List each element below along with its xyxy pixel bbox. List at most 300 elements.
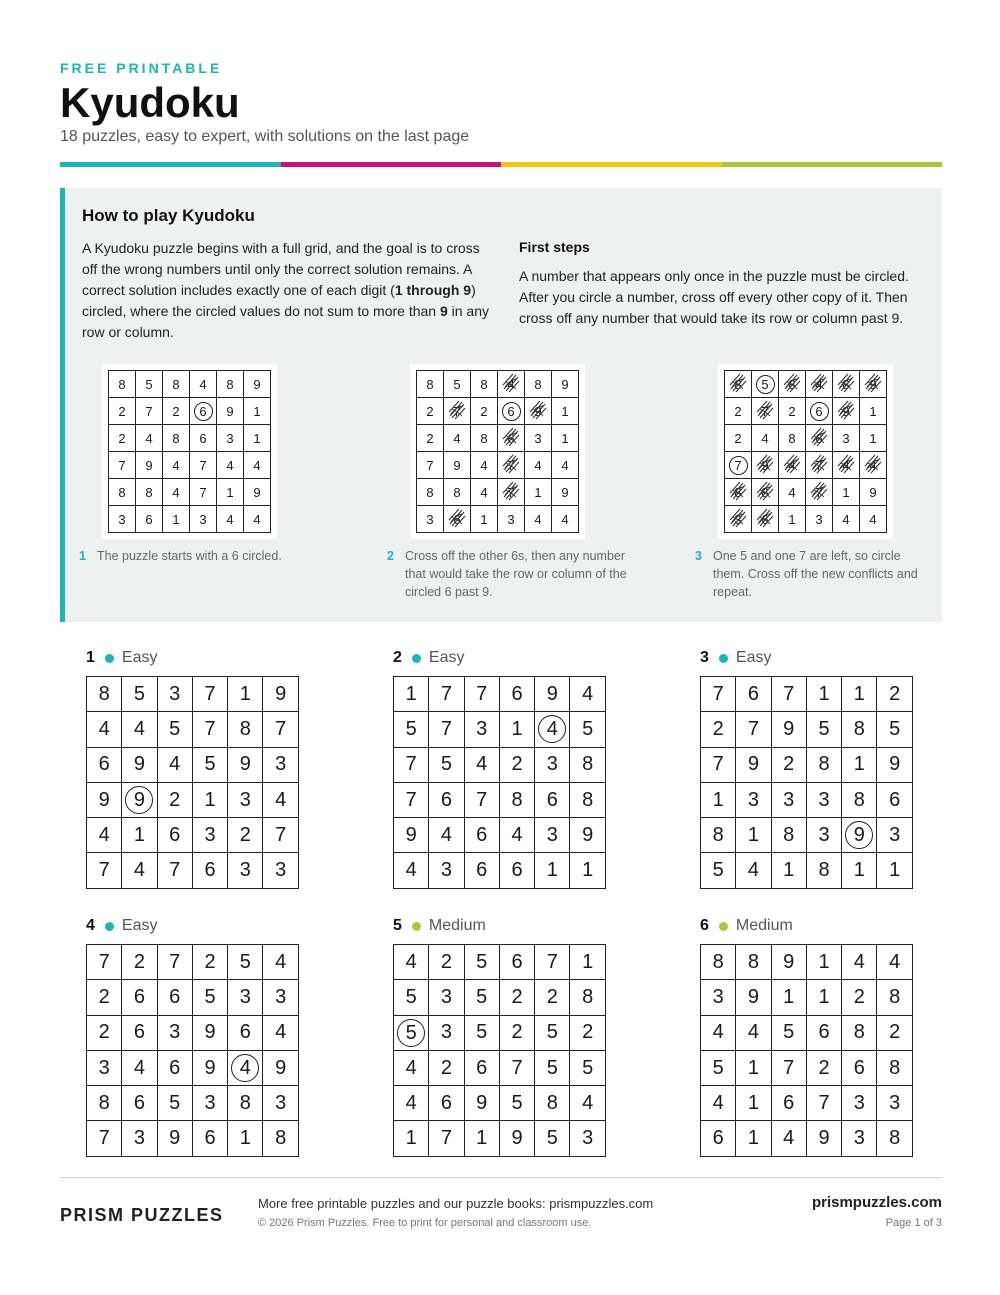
puzzle-cell[interactable]: 8 [570, 980, 605, 1015]
puzzle-cell[interactable]: 8 [228, 1086, 263, 1121]
puzzle-cell[interactable]: 3 [464, 712, 499, 747]
puzzle-cell[interactable]: 1 [842, 853, 877, 888]
puzzle-cell[interactable]: 6 [429, 782, 464, 817]
puzzle-cell[interactable]: 4 [701, 1086, 736, 1121]
puzzle-cell[interactable]: 6 [122, 1086, 157, 1121]
puzzle-cell[interactable]: 4 [877, 945, 912, 980]
puzzle-cell[interactable]: 6 [157, 980, 192, 1015]
puzzle-cell[interactable]: 4 [736, 853, 771, 888]
puzzle-cell[interactable]: 6 [122, 980, 157, 1015]
puzzle-cell[interactable]: 8 [842, 712, 877, 747]
puzzle-cell[interactable]: 1 [736, 1121, 771, 1156]
example-cell: 4 [471, 452, 498, 479]
puzzle-cell[interactable]: 9 [87, 782, 122, 817]
puzzle-header [86, 916, 300, 936]
puzzle-cell[interactable]: 3 [806, 818, 841, 853]
puzzle-cell[interactable]: 6 [228, 1015, 263, 1050]
puzzle-grid [393, 676, 606, 889]
puzzle-cell[interactable]: 2 [877, 1015, 912, 1050]
puzzle-cell[interactable]: 2 [429, 945, 464, 980]
puzzle-cell[interactable]: 8 [701, 945, 736, 980]
puzzle-cell[interactable]: 8 [701, 818, 736, 853]
puzzle-cell[interactable]: 7 [263, 712, 298, 747]
intro-bold-1: 1 through 9 [394, 282, 472, 298]
puzzle-cell[interactable]: 1 [736, 818, 771, 853]
puzzle-cell[interactable]: 1 [736, 1086, 771, 1121]
brand-logo: PRISM PUZZLES [60, 1205, 224, 1225]
puzzle-cell[interactable]: 7 [192, 677, 227, 712]
puzzle-cell[interactable]: 5 [806, 712, 841, 747]
puzzle-cell[interactable]: 2 [499, 980, 534, 1015]
puzzle-cell[interactable]: 8 [736, 945, 771, 980]
puzzle-cell[interactable]: 6 [806, 1015, 841, 1050]
puzzle-cell[interactable]: 9 [570, 818, 605, 853]
puzzle-cell[interactable]: 3 [263, 853, 298, 888]
puzzle-cell[interactable]: 9 [157, 1121, 192, 1156]
example-cell [833, 398, 860, 425]
puzzle-cell[interactable]: 1 [535, 853, 570, 888]
puzzle-cell[interactable]: 7 [87, 853, 122, 888]
color-rule [60, 162, 942, 167]
puzzle-cell[interactable]: 3 [570, 1121, 605, 1156]
puzzle-cell[interactable]: 4 [263, 1015, 298, 1050]
example-cell [498, 479, 525, 506]
puzzle-cell[interactable]: 2 [806, 1050, 841, 1085]
example-cell [752, 371, 779, 398]
example-cell: 1 [860, 398, 887, 425]
page-subtitle: 18 puzzles, easy to expert, with solutions on the last page [60, 128, 470, 145]
puzzle-cell[interactable]: 5 [394, 980, 429, 1015]
crossed-number: 4 [507, 377, 514, 392]
puzzle-cell[interactable]: 4 [394, 1086, 429, 1121]
example-cell: 4 [190, 371, 217, 398]
puzzle-cell[interactable]: 5 [429, 747, 464, 782]
puzzle-cell[interactable]: 3 [535, 818, 570, 853]
puzzle-cell[interactable]: 3 [263, 747, 298, 782]
puzzle-cell[interactable]: 1 [122, 818, 157, 853]
puzzle-cell[interactable]: 7 [736, 712, 771, 747]
puzzle-cell[interactable]: 3 [228, 980, 263, 1015]
puzzle-cell[interactable]: 9 [122, 747, 157, 782]
puzzle-cell[interactable]: 3 [429, 1015, 464, 1050]
puzzle-cell[interactable]: 8 [877, 1121, 912, 1156]
puzzle-cell[interactable]: 6 [771, 1086, 806, 1121]
puzzle-cell[interactable]: 6 [157, 818, 192, 853]
puzzle-cell[interactable]: 7 [394, 747, 429, 782]
example-cell: 8 [136, 479, 163, 506]
puzzle-cell[interactable]: 7 [701, 747, 736, 782]
puzzle-cell[interactable]: 5 [701, 1050, 736, 1085]
puzzle-cell[interactable]: 5 [570, 712, 605, 747]
puzzle-cell[interactable]: 9 [263, 1050, 298, 1085]
puzzle-cell[interactable]: 5 [535, 1050, 570, 1085]
puzzle-cell[interactable]: 1 [394, 677, 429, 712]
puzzle-number: 5 [393, 917, 402, 934]
puzzle-cell[interactable]: 4 [771, 1121, 806, 1156]
puzzle-3 [700, 648, 914, 889]
example-cell: 3 [217, 425, 244, 452]
example-cell: 9 [552, 479, 579, 506]
example-cell: 7 [417, 452, 444, 479]
puzzle-cell[interactable]: 9 [771, 712, 806, 747]
kicker: FREE PRINTABLE [60, 60, 223, 76]
example-cell: 2 [725, 398, 752, 425]
puzzle-cell[interactable]: 6 [499, 945, 534, 980]
puzzle-cell[interactable]: 3 [535, 747, 570, 782]
puzzle-cell[interactable]: 4 [394, 853, 429, 888]
puzzle-number: 4 [86, 917, 95, 934]
puzzle-cell[interactable]: 7 [429, 1121, 464, 1156]
example-cell: 9 [860, 479, 887, 506]
puzzle-cell[interactable]: 4 [87, 712, 122, 747]
puzzle-cell[interactable]: 3 [263, 980, 298, 1015]
puzzle-cell[interactable]: 5 [535, 1015, 570, 1050]
puzzle-cell[interactable]: 1 [736, 1050, 771, 1085]
puzzle-cell[interactable] [842, 818, 877, 853]
example-cell: 3 [525, 425, 552, 452]
puzzle-cell[interactable]: 1 [499, 712, 534, 747]
puzzle-cell[interactable]: 9 [877, 747, 912, 782]
footer-promo: More free printable puzzles and our puzzle books: prismpuzzles.com [258, 1196, 654, 1211]
crossed-number: 6 [507, 431, 514, 446]
puzzle-cell[interactable]: 8 [771, 818, 806, 853]
crossed-number: 7 [815, 485, 822, 500]
puzzle-cell[interactable]: 8 [842, 1015, 877, 1050]
example-cell: 4 [752, 425, 779, 452]
footer-copyright: © 2026 Prism Puzzles. Free to print for personal and classroom use. [258, 1217, 592, 1229]
step-text: The puzzle starts with a 6 circled. [97, 549, 282, 563]
puzzle-cell[interactable]: 2 [701, 712, 736, 747]
crossed-number: 6 [815, 431, 822, 446]
example-cell: 8 [417, 479, 444, 506]
example-cell [806, 425, 833, 452]
puzzle-cell[interactable]: 3 [771, 782, 806, 817]
puzzle-cell[interactable]: 2 [877, 677, 912, 712]
puzzle-cell[interactable]: 1 [394, 1121, 429, 1156]
puzzle-cell[interactable]: 4 [499, 818, 534, 853]
crossed-number: 4 [815, 377, 822, 392]
puzzle-cell[interactable]: 4 [122, 712, 157, 747]
example-cell [752, 506, 779, 533]
puzzle-cell[interactable]: 3 [263, 1086, 298, 1121]
example-cell: 2 [417, 398, 444, 425]
example-cell [725, 371, 752, 398]
puzzle-cell[interactable]: 6 [192, 853, 227, 888]
puzzle-cell[interactable]: 2 [535, 980, 570, 1015]
puzzle-cell[interactable]: 4 [570, 1086, 605, 1121]
puzzle-cell[interactable]: 7 [535, 945, 570, 980]
puzzle-cell[interactable]: 1 [464, 1121, 499, 1156]
puzzle-cell[interactable]: 8 [877, 980, 912, 1015]
example-cell: 4 [163, 452, 190, 479]
puzzle-cell[interactable]: 9 [771, 945, 806, 980]
puzzle-cell[interactable]: 6 [464, 1050, 499, 1085]
puzzle-cell[interactable]: 6 [701, 1121, 736, 1156]
footer-site-link[interactable]: prismpuzzles.com [811, 1194, 942, 1211]
puzzle-cell[interactable]: 3 [429, 980, 464, 1015]
example-cell: 8 [417, 371, 444, 398]
example-cell: 8 [525, 371, 552, 398]
puzzle-cell[interactable]: 1 [228, 677, 263, 712]
difficulty-dot-icon [719, 654, 728, 663]
puzzle-cell[interactable]: 1 [570, 945, 605, 980]
puzzle-cell[interactable]: 5 [570, 1050, 605, 1085]
puzzle-number: 3 [700, 649, 709, 666]
puzzle-cell[interactable]: 7 [157, 945, 192, 980]
puzzle-cell[interactable]: 8 [499, 782, 534, 817]
puzzle-cell[interactable]: 2 [228, 818, 263, 853]
puzzle-cell[interactable]: 1 [570, 853, 605, 888]
puzzle-cell[interactable]: 5 [499, 1086, 534, 1121]
puzzle-cell[interactable]: 4 [157, 747, 192, 782]
example-cell: 4 [779, 479, 806, 506]
puzzle-cell[interactable]: 7 [771, 677, 806, 712]
example-cell [498, 398, 525, 425]
puzzle-cell[interactable]: 7 [464, 677, 499, 712]
puzzle-cell[interactable]: 4 [263, 782, 298, 817]
puzzle-cell[interactable]: 6 [499, 853, 534, 888]
puzzle-cell[interactable]: 4 [122, 853, 157, 888]
puzzle-cell[interactable]: 4 [87, 818, 122, 853]
puzzle-5 [393, 916, 607, 1157]
puzzle-cell[interactable]: 1 [771, 853, 806, 888]
puzzle-cell[interactable]: 2 [429, 1050, 464, 1085]
example-caption-1 [79, 547, 319, 565]
puzzle-cell[interactable]: 4 [429, 818, 464, 853]
puzzle-cell[interactable]: 2 [122, 945, 157, 980]
example-grid-2 [410, 364, 585, 539]
puzzle-cell[interactable]: 2 [87, 1015, 122, 1050]
puzzle-cell[interactable]: 3 [157, 677, 192, 712]
puzzle-cell[interactable]: 9 [228, 747, 263, 782]
puzzle-cell[interactable]: 5 [228, 945, 263, 980]
puzzle-cell[interactable]: 3 [192, 1086, 227, 1121]
puzzle-cell[interactable]: 3 [157, 1015, 192, 1050]
puzzle-cell[interactable] [122, 782, 157, 817]
puzzle-cell[interactable]: 4 [570, 677, 605, 712]
puzzle-cell[interactable]: 8 [87, 1086, 122, 1121]
puzzle-cell[interactable]: 9 [263, 677, 298, 712]
puzzle-cell[interactable]: 2 [771, 747, 806, 782]
puzzle-cell[interactable]: 5 [157, 1086, 192, 1121]
example-cell: 9 [552, 371, 579, 398]
puzzle-cell[interactable]: 3 [228, 853, 263, 888]
difficulty-label: Easy [735, 649, 772, 666]
step-text: Cross off the other 6s, then any number that would take the row or column of the circled 6 past 9. [405, 549, 627, 599]
puzzle-cell[interactable]: 3 [736, 782, 771, 817]
puzzle-cell[interactable]: 3 [806, 782, 841, 817]
puzzle-cell[interactable]: 3 [842, 1086, 877, 1121]
puzzle-cell[interactable]: 1 [806, 980, 841, 1015]
example-cell: 8 [163, 371, 190, 398]
puzzle-cell[interactable]: 4 [122, 1050, 157, 1085]
puzzle-cell[interactable]: 4 [842, 945, 877, 980]
puzzle-cell[interactable]: 6 [842, 1050, 877, 1085]
puzzle-cell[interactable]: 2 [570, 1015, 605, 1050]
puzzle-cell[interactable]: 1 [842, 677, 877, 712]
puzzle-cell[interactable]: 8 [535, 1086, 570, 1121]
puzzle-cell[interactable]: 9 [736, 747, 771, 782]
example-cell: 4 [217, 506, 244, 533]
puzzle-cell[interactable]: 1 [842, 747, 877, 782]
puzzle-cell[interactable]: 7 [499, 1050, 534, 1085]
puzzle-cell[interactable]: 5 [394, 712, 429, 747]
puzzle-cell[interactable]: 3 [228, 782, 263, 817]
puzzle-cell[interactable]: 6 [877, 782, 912, 817]
puzzle-header [393, 916, 607, 936]
puzzle-cell[interactable]: 2 [87, 980, 122, 1015]
example-cell [498, 425, 525, 452]
page-title: Kyudoku [60, 79, 240, 126]
example-cell [779, 371, 806, 398]
puzzle-cell[interactable]: 6 [464, 853, 499, 888]
puzzle-cell[interactable]: 7 [87, 945, 122, 980]
example-cell [498, 452, 525, 479]
puzzle-cell[interactable]: 5 [464, 1015, 499, 1050]
puzzle-cell[interactable]: 6 [499, 677, 534, 712]
puzzle-cell[interactable]: 1 [877, 853, 912, 888]
puzzle-cell[interactable]: 1 [701, 782, 736, 817]
puzzle-cell[interactable]: 8 [87, 677, 122, 712]
puzzle-cell[interactable]: 9 [192, 1050, 227, 1085]
puzzle-cell[interactable]: 8 [570, 782, 605, 817]
puzzle-cell[interactable]: 8 [228, 712, 263, 747]
puzzle-cell[interactable]: 9 [499, 1121, 534, 1156]
puzzle-cell[interactable]: 9 [464, 1086, 499, 1121]
puzzle-cell[interactable]: 1 [192, 782, 227, 817]
puzzle-cell[interactable]: 3 [701, 980, 736, 1015]
puzzle-cell[interactable]: 4 [263, 945, 298, 980]
puzzle-cell[interactable]: 2 [499, 1015, 534, 1050]
example-cell: 9 [136, 452, 163, 479]
puzzle-cell[interactable]: 8 [263, 1121, 298, 1156]
puzzle-header [700, 916, 914, 936]
puzzle-cell[interactable]: 5 [464, 945, 499, 980]
crossed-number: 8 [788, 377, 795, 392]
puzzle-cell[interactable]: 7 [192, 712, 227, 747]
puzzle-cell[interactable]: 7 [263, 818, 298, 853]
puzzle-cell[interactable]: 8 [877, 1050, 912, 1085]
puzzle-cell[interactable]: 9 [806, 1121, 841, 1156]
example-cell: 2 [725, 425, 752, 452]
puzzle-cell[interactable]: 7 [429, 712, 464, 747]
example-cell: 7 [136, 398, 163, 425]
puzzle-header [86, 648, 300, 668]
puzzle-cell[interactable]: 8 [842, 782, 877, 817]
puzzle-cell[interactable]: 6 [464, 818, 499, 853]
puzzle-cell[interactable]: 6 [192, 1121, 227, 1156]
puzzle-cell[interactable]: 5 [771, 1015, 806, 1050]
puzzle-cell[interactable]: 6 [87, 747, 122, 782]
example-cell: 8 [109, 479, 136, 506]
example-cell: 2 [109, 425, 136, 452]
puzzle-cell[interactable]: 7 [429, 677, 464, 712]
puzzle-cell[interactable]: 6 [535, 782, 570, 817]
puzzle-cell[interactable]: 7 [771, 1050, 806, 1085]
example-cell: 7 [190, 452, 217, 479]
puzzle-cell[interactable]: 8 [806, 747, 841, 782]
puzzle-cell[interactable]: 7 [157, 853, 192, 888]
puzzle-cell[interactable]: 5 [877, 712, 912, 747]
puzzle-cell[interactable]: 7 [701, 677, 736, 712]
example-cell [725, 452, 752, 479]
puzzle-number: 6 [700, 917, 709, 934]
puzzle-cell[interactable]: 5 [122, 677, 157, 712]
puzzle-cell[interactable]: 2 [192, 945, 227, 980]
puzzle-cell[interactable] [394, 1015, 429, 1050]
puzzle-cell[interactable]: 3 [877, 818, 912, 853]
example-cell: 4 [136, 425, 163, 452]
puzzle-cell[interactable]: 4 [701, 1015, 736, 1050]
circled-number: 4 [538, 715, 566, 743]
puzzle-cell[interactable]: 6 [122, 1015, 157, 1050]
example-cell: 1 [525, 479, 552, 506]
puzzle-cell[interactable]: 3 [842, 1121, 877, 1156]
puzzle-cell[interactable]: 2 [157, 782, 192, 817]
puzzle-cell[interactable]: 7 [464, 782, 499, 817]
puzzle-cell[interactable]: 5 [192, 980, 227, 1015]
example-cell: 1 [860, 425, 887, 452]
puzzle-cell[interactable]: 8 [806, 853, 841, 888]
example-cell [444, 398, 471, 425]
puzzle-cell[interactable]: 1 [228, 1121, 263, 1156]
puzzle-cell[interactable] [535, 712, 570, 747]
puzzle-cell[interactable]: 3 [87, 1050, 122, 1085]
example-cell: 1 [163, 506, 190, 533]
puzzle-cell[interactable]: 7 [394, 782, 429, 817]
circled-number: 9 [125, 786, 153, 814]
puzzle-cell[interactable]: 1 [806, 945, 841, 980]
example-cell: 3 [190, 506, 217, 533]
puzzle-cell[interactable]: 4 [394, 945, 429, 980]
puzzle-cell[interactable]: 9 [394, 818, 429, 853]
example-cell [806, 479, 833, 506]
puzzle-cell[interactable]: 4 [394, 1050, 429, 1085]
circled-number: 7 [729, 456, 748, 475]
puzzle-cell[interactable]: 6 [429, 1086, 464, 1121]
puzzle-cell[interactable]: 3 [122, 1121, 157, 1156]
puzzle-cell[interactable]: 8 [570, 747, 605, 782]
example-cell: 6 [136, 506, 163, 533]
example-cell: 5 [444, 371, 471, 398]
example-grid-3 [718, 364, 893, 539]
puzzle-cell[interactable]: 7 [87, 1121, 122, 1156]
puzzle-cell[interactable]: 1 [806, 677, 841, 712]
puzzle-cell[interactable]: 6 [736, 677, 771, 712]
example-cell [444, 506, 471, 533]
puzzle-cell[interactable]: 7 [806, 1086, 841, 1121]
puzzle-cell[interactable]: 3 [192, 818, 227, 853]
puzzle-cell[interactable]: 5 [535, 1121, 570, 1156]
puzzle-cell[interactable]: 6 [157, 1050, 192, 1085]
example-cell [752, 452, 779, 479]
puzzle-cell[interactable]: 5 [157, 712, 192, 747]
puzzle-cell[interactable]: 9 [535, 677, 570, 712]
puzzle-cell[interactable]: 4 [464, 747, 499, 782]
puzzle-cell[interactable]: 3 [877, 1086, 912, 1121]
puzzle-cell[interactable]: 5 [192, 747, 227, 782]
puzzle-cell[interactable]: 4 [736, 1015, 771, 1050]
puzzle-cell[interactable]: 9 [736, 980, 771, 1015]
puzzle-cell[interactable]: 3 [429, 853, 464, 888]
puzzle-cell[interactable]: 5 [701, 853, 736, 888]
puzzle-cell[interactable]: 5 [464, 980, 499, 1015]
puzzle-cell[interactable] [228, 1050, 263, 1085]
puzzle-cell[interactable]: 1 [771, 980, 806, 1015]
puzzle-cell[interactable]: 2 [842, 980, 877, 1015]
puzzle-cell[interactable]: 9 [192, 1015, 227, 1050]
puzzle-cell[interactable]: 2 [499, 747, 534, 782]
